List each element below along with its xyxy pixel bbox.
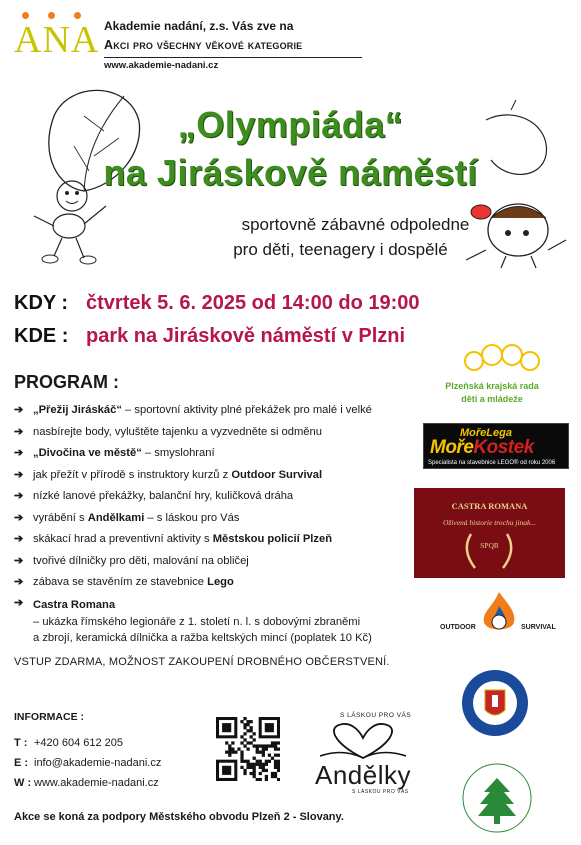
logo-dot [22, 12, 29, 19]
outdoor-text: OUTDOOR [440, 624, 476, 631]
web-value: www.akademie-nadani.cz [34, 777, 159, 789]
arrow-icon: ➔ [14, 533, 24, 545]
laurel-wreath-icon [459, 528, 519, 572]
arrow-icon: ➔ [14, 554, 24, 567]
info-title: INFORMACE : [14, 711, 84, 723]
arrow-icon: ➔ [14, 576, 24, 588]
program-item-castra [14, 594, 414, 647]
more-kostek-logo [423, 423, 569, 469]
program-item-bold: „Divočina ve městě“ [33, 447, 142, 459]
qr-code-icon[interactable] [216, 717, 280, 781]
program-item [14, 422, 414, 444]
lego-main-a: Moře [430, 437, 474, 458]
program-item-text: vyrábění s [33, 511, 88, 524]
program-item [14, 551, 414, 573]
phone-label: T : [14, 737, 28, 749]
program-item [14, 465, 414, 487]
info-email[interactable] [14, 757, 161, 769]
category-line: Akci pro všechny věkové kategorie [104, 38, 303, 52]
outdoor-survival-flame-icon [476, 590, 522, 636]
entry-note: VSTUP ZDARMA, MOŽNOST ZAKOUPENÍ DROBNÉHO OBČERSTVENÍ. [14, 656, 390, 668]
krajska-rada-text [432, 380, 552, 406]
krajska-line2: dětí a mládeže [461, 394, 523, 404]
castra-motto: Oživená historie trochu jinak... [442, 518, 537, 527]
program-item-text: zábava se stavěním ze stavebnice [33, 576, 208, 588]
andelky-tagline-top: S LÁSKOU PRO VÁS [340, 712, 412, 719]
castra-desc-line2: a zbrojí, keramická dílnička a ražba keltských mincí (poplatek 10 Kč) [33, 632, 372, 644]
program-item-bold: Lego [207, 576, 234, 588]
email-value: info@akademie-nadani.cz [34, 757, 162, 769]
program-item-bold: Andělkami [87, 511, 145, 524]
program-item [14, 508, 414, 530]
krajska-rada-logo [462, 337, 542, 377]
ana-logo: ANA [14, 18, 99, 62]
arrow-icon: ➔ [14, 511, 24, 524]
arrow-icon: ➔ [14, 596, 24, 609]
lego-top: MořeLega [460, 427, 512, 439]
program-item-text: skákací hrad a preventivní aktivity s [33, 533, 213, 545]
program-item-bold: Outdoor Survival [231, 468, 323, 481]
lego-main-b: Kostek [473, 437, 534, 458]
castra-desc-line1: – ukázka římského legionáře z 1. století n. l. s dobovými zbraněmi [33, 615, 361, 628]
logo-dot [48, 12, 55, 19]
web-label: W : [14, 777, 32, 789]
header-divider [104, 57, 362, 58]
org-line: Akademie nadání, z.s. Vás zve na [104, 19, 294, 33]
event-subtitle-line2: pro děti, teenagery i dospělé [233, 240, 448, 259]
event-title-line1: „Olympiáda“ [177, 104, 404, 145]
andelky-tagline-bottom: S LÁSKOU PRO VÁS [352, 789, 409, 795]
info-phone[interactable] [14, 737, 123, 749]
when-row [14, 292, 420, 315]
header-web[interactable]: www.akademie-nadani.cz [104, 60, 219, 71]
where-row [14, 325, 405, 348]
program-item [14, 572, 414, 594]
program-item-text: – smyslohraní [141, 447, 215, 459]
castra-title: CASTRA ROMANA [451, 501, 528, 511]
arrow-icon: ➔ [14, 425, 24, 438]
program-item-bold: Castra Romana [33, 598, 116, 611]
andelky-name: Andělky [315, 760, 411, 790]
where-value: park na Jiráskově náměstí v Plzni [86, 325, 406, 347]
program-item [14, 486, 414, 508]
support-note: Akce se koná za podpory Městského obvodu Plzeň 2 - Slovany. [14, 811, 344, 823]
mestska-policie-badge-icon [460, 668, 530, 738]
castra-romana-logo [414, 488, 565, 578]
event-subtitle-line1: sportovně zábavné odpoledne [241, 215, 470, 234]
program-list [14, 400, 414, 647]
phone-value: +420 604 612 205 [34, 737, 124, 749]
program-item [14, 529, 414, 551]
program-item [14, 443, 414, 465]
program-item-text: nízké lanové překážky, balanční hry, kuličková dráha [33, 490, 294, 502]
event-title-line2: na Jiráskově náměstí [103, 152, 478, 193]
mestsky-obvod-logo [462, 758, 532, 838]
arrow-icon: ➔ [14, 447, 24, 459]
arrow-icon: ➔ [14, 404, 24, 416]
info-web[interactable] [14, 777, 159, 789]
krajska-line1: Plzeňská krajská rada [445, 381, 539, 391]
email-label: E : [14, 757, 29, 769]
arrow-icon: ➔ [14, 468, 24, 481]
program-item-text: – s láskou pro Vás [144, 511, 240, 524]
survival-text: SURVIVAL [521, 624, 556, 631]
program-item-text: – sportovní aktivity plné překážek pro malé i velké [121, 404, 372, 416]
program-item-bold: „Přežij Jiráskáč“ [33, 404, 122, 416]
lego-small: Specialista na stavebnice LEGO® od roku 2006 [428, 460, 556, 466]
program-item-text: nasbírejte body, vyluštěte tajenku a vyzvedněte si odměnu [33, 425, 322, 438]
program-item-bold: Městskou policií Plzeň [212, 533, 333, 545]
lego-main [430, 437, 534, 459]
when-label: KDY : [14, 292, 69, 314]
andelky-heart-icon [318, 718, 408, 763]
castra-spqr: SPQR [480, 541, 499, 550]
when-value: čtvrtek 5. 6. 2025 od 14:00 do 19:00 [86, 292, 420, 314]
program-item-text: jak přežít v přírodě s instruktory kurzů z [33, 468, 232, 481]
program-item [14, 400, 414, 422]
arrow-icon: ➔ [14, 490, 24, 502]
program-item-text: tvořivé dílničky pro děti, malování na obličej [33, 554, 249, 567]
logo-dot [74, 12, 81, 19]
where-label: KDE : [14, 325, 69, 347]
program-title: PROGRAM : [14, 372, 119, 392]
